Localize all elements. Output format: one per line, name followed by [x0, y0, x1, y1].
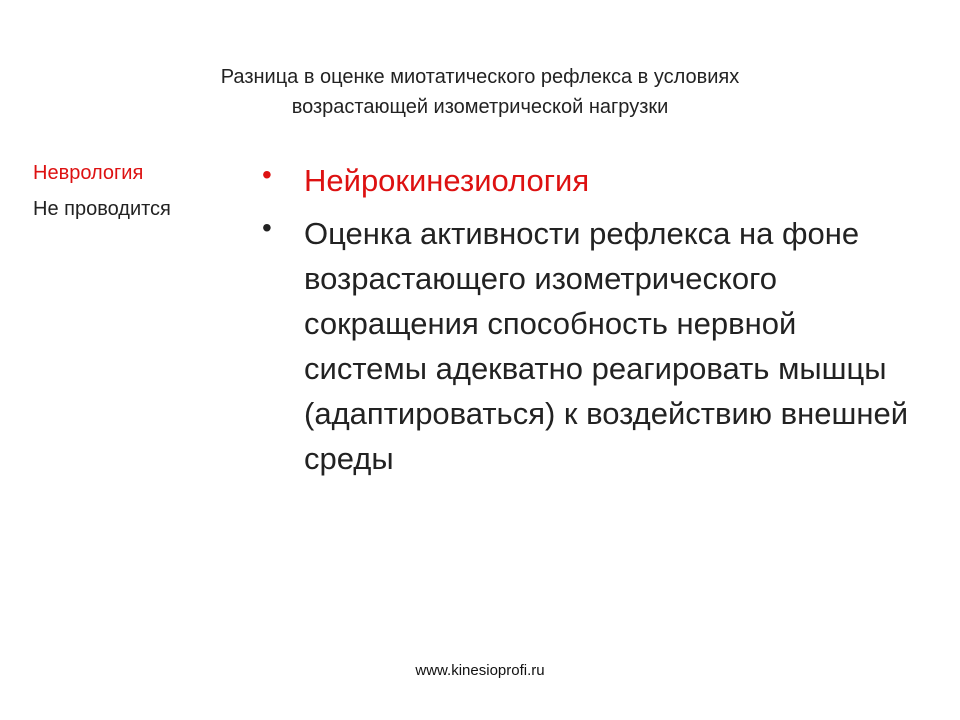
bullet-dot-icon: •: [262, 159, 272, 190]
bullet-dot-icon: •: [262, 212, 272, 243]
left-column: [33, 155, 243, 227]
bullet-list: [262, 158, 922, 489]
slide-title-line-2: возрастающей изометрической нагрузки: [291, 96, 669, 118]
slide-title: [100, 62, 860, 122]
bullet-item-reflex-assessment: [262, 211, 922, 481]
slide-title-line-1: Разница в оценке миотатического рефлекса в условиях: [220, 66, 740, 88]
neurology-heading: Неврология: [33, 162, 144, 184]
footer-website: www.kinesioprofi.ru: [415, 662, 545, 679]
bullet-text: Оценка активности рефлекса на фоне возрастающего изометрического сокращения способность нервной системы адекватно реагировать мышцы (адаптироваться) к воздействию внешней среды: [304, 216, 909, 476]
neurology-text: Не проводится: [33, 198, 171, 220]
bullet-item-neurokinesiology: [262, 158, 922, 203]
bullet-text: Нейрокинезиология: [304, 163, 590, 198]
